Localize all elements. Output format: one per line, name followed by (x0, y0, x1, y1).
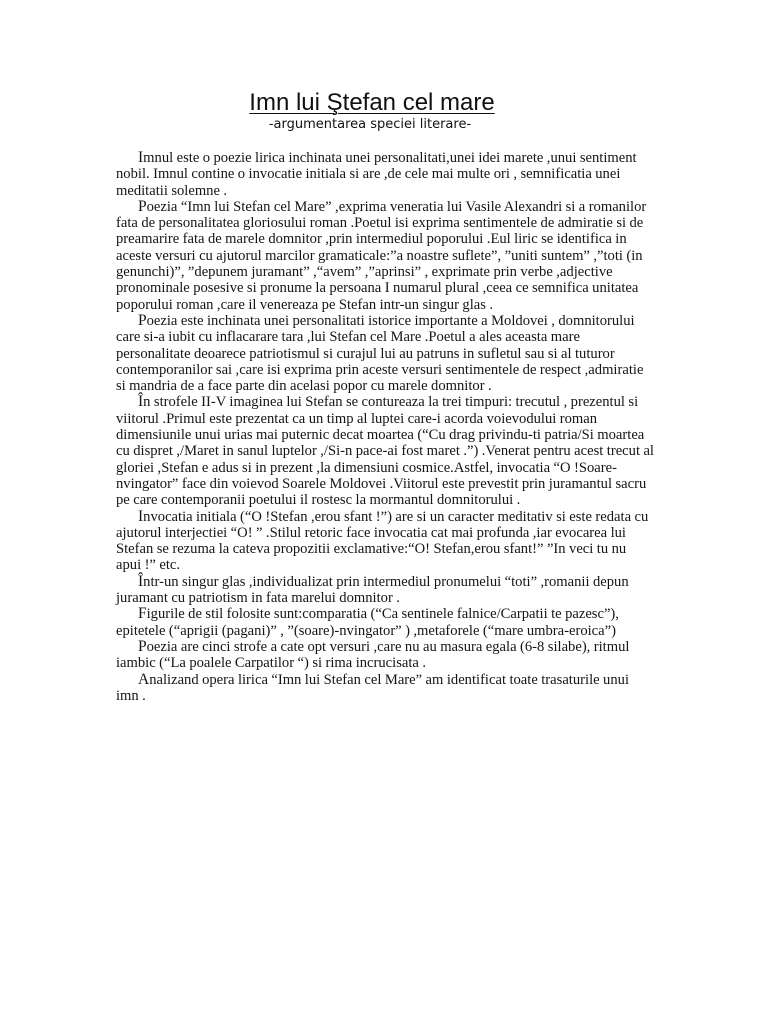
paragraph (116, 639, 654, 672)
paragraph-initial: P (138, 197, 147, 215)
paragraph (116, 199, 654, 313)
paragraph-text: nvocatia initiala (“O !Stefan ,erou sfant !”) are si un caracter meditativ si este redata cu ajutorul interjectiei “O! ” .Stilul retoric face invocatia cat mai profunda ,iar evocarea lui Stefan se rezuma la cateva propozitii exclamative:“O! Stefan,erou sfant!” ”In veci tu nu apui !” etc. (116, 508, 649, 574)
paragraph (116, 150, 654, 199)
paragraph-initial: F (138, 605, 147, 623)
document-body (116, 150, 654, 704)
document-subtitle: -argumentarea speciei literare- (268, 117, 472, 132)
paragraph-initial: Î (138, 572, 144, 590)
paragraph (116, 574, 654, 607)
paragraph-initial: P (138, 311, 147, 329)
paragraph (116, 509, 654, 574)
paragraph (116, 394, 654, 508)
paragraph-initial: I (138, 149, 144, 166)
paragraph-text: n strofele II-V imaginea lui Stefan se contureaza la trei timpuri: trecutul , prezentul si viitorul .Primul este prezentat ca un timp al luptei care-i acorda voievodului roman dimensiunile unui urias mai puternic decat moartea (“Cu drag privindu-ti patria/Si moartea cu dispret ,/Maret in sanul luptelor ,/Si-n pace-ai fost maret .”) .Venerat pentru acest trecut al gloriei ,Stefan e adus si in prezent ,la dimensiuni cosmice.Astfel, invocatia “O !Soare-nvingator” face din voievod Soarele Moldovei .Viitorul este prevestit prin juramantul sacru pe care contemporanii poetului il rostesc la mormantul domnitorului . (116, 394, 654, 509)
paragraph-text: ntr-un singur glas ,individualizat prin intermediul pronumelui “toti” ,romanii depun juramant cu patriotism in fata marelui domnitor . (116, 573, 629, 607)
paragraph-text: nalizand opera lirica “Imn lui Stefan cel Mare” am identificat toate trasaturile unui imn . (116, 671, 629, 704)
paragraph-text: oezia este inchinata unei personalitati istorice importante a Moldovei , domnitorului care si-a iubit cu inflacarare tara ,lui Stefan cel Mare .Poetul a ales aceasta mare personalitate deoarece patriotismul si curajul lui au patruns in sufletul sau si al tuturor contemporanilor sai ,care isi exprima prin aceste versuri sentimentele de respect ,admiratie si mandria de a face parte din acelasi popor cu marele domnitor . (116, 312, 644, 395)
paragraph (116, 672, 654, 705)
paragraph-text: oezia are cinci strofe a cate opt versuri ,care nu au masura egala (6-8 silabe), ritmul iambic (“La poalele Carpatilor “) si rima incrucisata . (116, 638, 630, 672)
paragraph (116, 313, 654, 394)
paragraph-initial: I (138, 507, 144, 525)
paragraph-initial: A (138, 670, 150, 688)
paragraph-text: oezia “Imn lui Stefan cel Mare” ,exprima veneratia lui Vasile Alexandri si a romanilor fata de personalitatea gloriosului roman .Poetul isi exprima sentimentele de admiratie si de preamarire fata de marele domnitor ,prin intermediul poporului .Eul liric se identifica in aceste versuri cu ajutorul marcilor gramaticale:”a noastre suflete”, ”uniti suntem” ,”toti (in genunchi)”, ”depunem juramant” ,“avem” ,”aprinsi” , exprimate prin verbe ,adjective pronominale posesive si pronume la persoana I numarul plural ,ceea ce semnifica unitatea poporului roman ,care il venereaza pe Stefan intr-un singur glas . (116, 198, 647, 313)
paragraph-text: mnul este o poezie lirica inchinata unei personalitati,unei idei marete ,unui sentiment nobil. Imnul contine o invocatie initiala si are ,de cele mai multe ori , semnificatia unei meditatii solemne . (116, 150, 637, 199)
document-title: Imn lui Ştefan cel mare (249, 89, 495, 116)
paragraph-text: igurile de stil folosite sunt:comparatia (“Ca sentinele falnice/Carpatii te pazesc”), epitetele (“aprigii (pagani)” , ”(soare)-nvingator” ) ,metaforele (“mare umbra-eroica”) (116, 606, 619, 639)
paragraph-initial: P (138, 637, 147, 655)
paragraph-initial: Î (138, 393, 144, 411)
paragraph (116, 606, 654, 639)
